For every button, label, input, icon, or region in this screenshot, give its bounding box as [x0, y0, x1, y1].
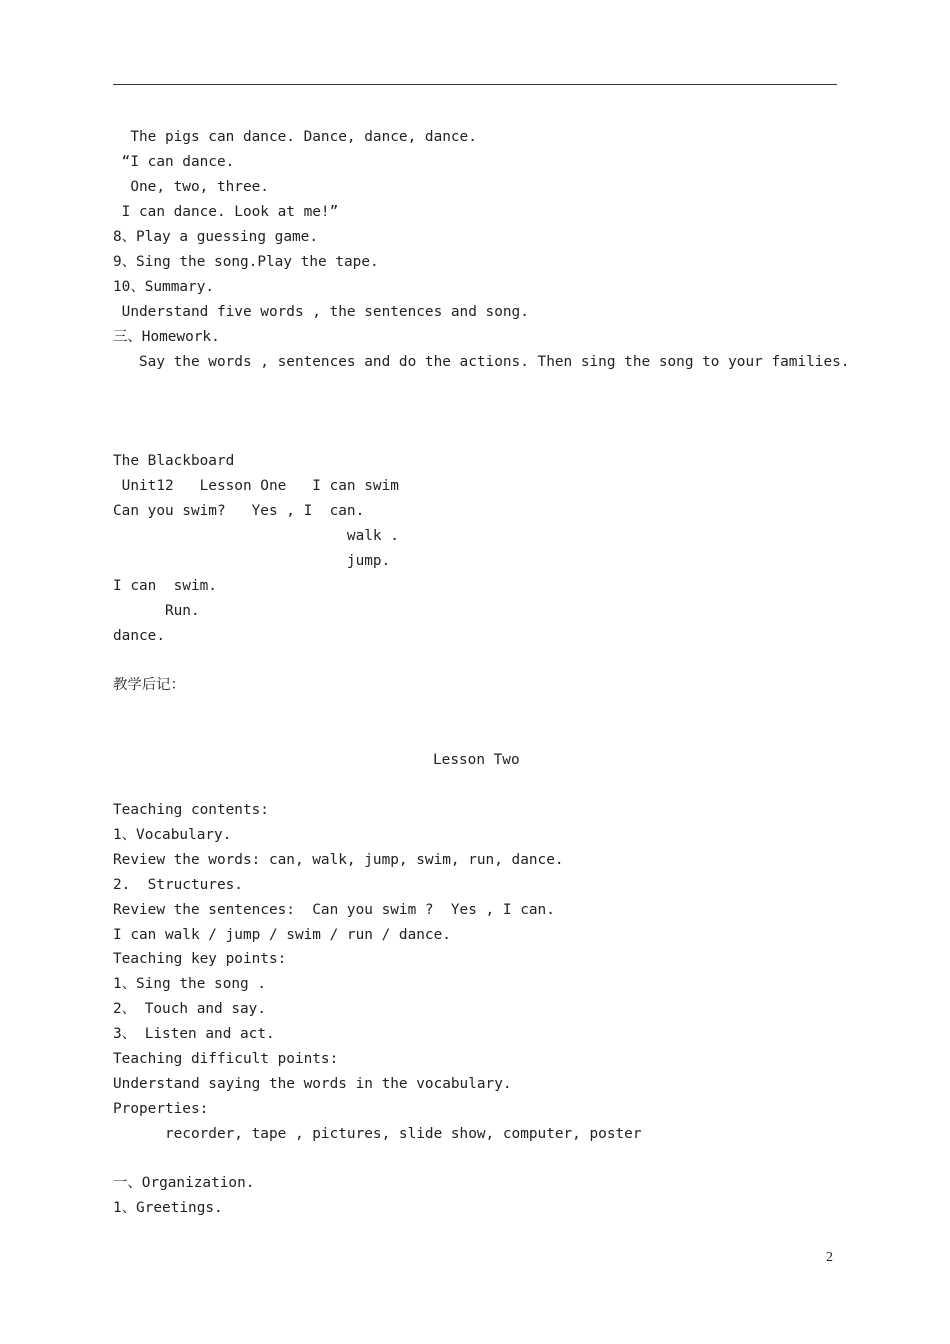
text-line: 10、Summary. [113, 279, 215, 295]
text-line: Review the words: can, walk, jump, swim, run, dance. [113, 852, 564, 868]
text-line: One, two, three. [113, 179, 269, 195]
text-line: walk . [113, 528, 399, 544]
header-rule [113, 84, 837, 85]
text-line: Understand saying the words in the vocabulary. [113, 1076, 512, 1092]
text-line: 2、 Touch and say. [113, 1001, 267, 1017]
text-line: recorder, tape , pictures, slide show, computer, poster [113, 1126, 642, 1142]
section-heading: Teaching difficult points: [113, 1051, 339, 1067]
text-line: 1、Vocabulary. [113, 827, 232, 843]
text-line: 1、Greetings. [113, 1200, 223, 1216]
page-number: 2 [826, 1250, 833, 1265]
text-line: Unit12 Lesson One I can swim [113, 478, 399, 494]
section-heading: The Blackboard [113, 453, 235, 469]
section-heading: Teaching key points: [113, 951, 287, 967]
section-heading: Teaching contents: [113, 802, 269, 818]
text-line: I can walk / jump / swim / run / dance. [113, 927, 451, 943]
text-line: 9、Sing the song.Play the tape. [113, 254, 379, 270]
text-line: “I can dance. [113, 154, 235, 170]
section-heading: 三、Homework. [113, 329, 220, 345]
text-line: Understand five words , the sentences and song. [113, 304, 529, 320]
text-line: Review the sentences: Can you swim ? Yes , I can. [113, 902, 555, 918]
text-line: dance. [113, 628, 165, 644]
text-line: 2. Structures. [113, 877, 243, 893]
text-line: 3、 Listen and act. [113, 1026, 275, 1042]
text-line: Say the words , sentences and do the actions. Then sing the song to your families. [113, 354, 850, 370]
text-line: The pigs can dance. Dance, dance, dance. [113, 129, 477, 145]
section-heading: 一、Organization. [113, 1175, 255, 1191]
text-line: I can dance. Look at me!” [113, 204, 339, 220]
text-line: jump. [113, 553, 391, 569]
section-heading: 教学后记： [113, 677, 185, 693]
text-line: Can you swim? Yes , I can. [113, 503, 365, 519]
text-line: 1、Sing the song . [113, 976, 267, 992]
lesson-title: Lesson Two [433, 752, 520, 768]
text-line: Run. [113, 603, 200, 619]
text-line: 8、Play a guessing game. [113, 229, 318, 245]
section-heading: Properties: [113, 1101, 209, 1117]
text-line: I can swim. [113, 578, 217, 594]
